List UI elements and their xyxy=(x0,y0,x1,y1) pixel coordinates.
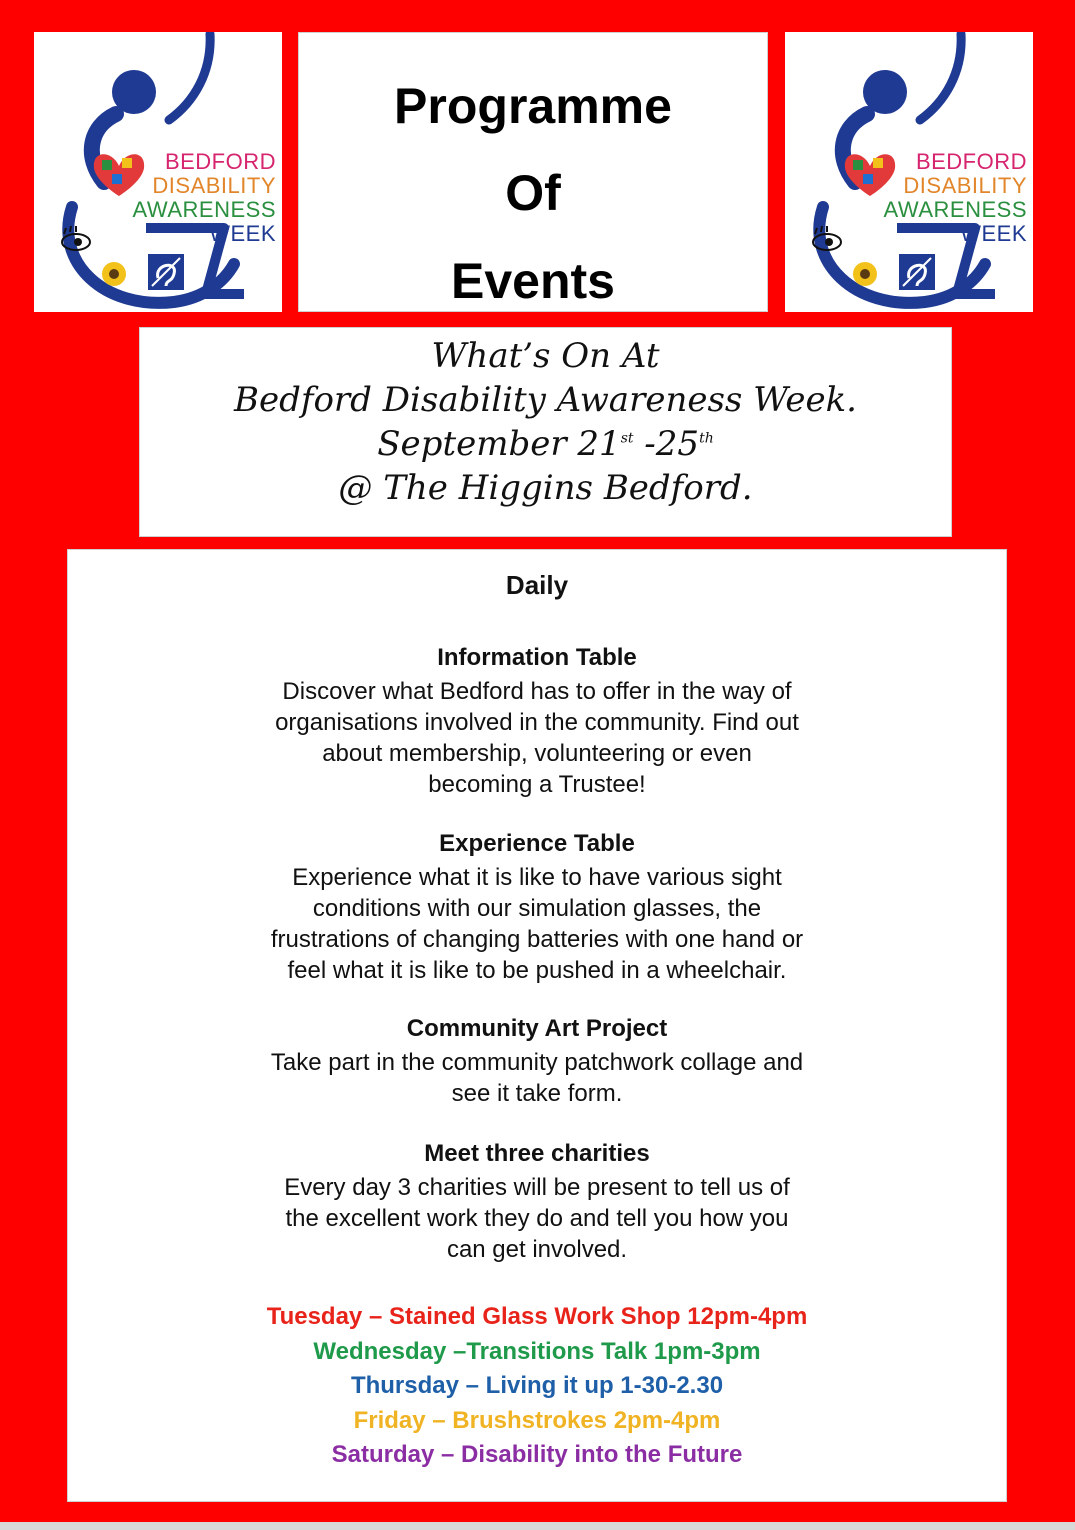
schedule-tuesday: Tuesday – Stained Glass Work Shop 12pm-4pm xyxy=(266,1303,808,1330)
event-venue: @ The Higgins Bedford. xyxy=(338,468,753,508)
logo-line-disability: DISABILITY xyxy=(152,173,276,198)
logo-line-bedford: BEDFORD xyxy=(164,149,276,174)
event-name: Bedford Disability Awareness Week. xyxy=(234,380,857,420)
bottom-bar xyxy=(0,1522,1075,1530)
logo-text xyxy=(884,150,1027,246)
logo-line-awareness: AWARENESS xyxy=(132,197,276,222)
section-body: Every day 3 charities will be present to tell us of the excellent work they do and tell you how you can get involved. xyxy=(284,1174,790,1263)
section-body: Experience what it is like to have various sight conditions with our simulation glasses, the frustrations of changing batteries with one hand or feel what it is like to be pushed in a wheelchair. xyxy=(270,864,804,984)
logo-right xyxy=(785,32,1033,312)
whats-on-box xyxy=(139,327,952,537)
daily-programme-box xyxy=(67,549,1007,1502)
weekly-schedule xyxy=(68,1300,1006,1473)
sunflower-icon xyxy=(853,262,877,286)
hearing-loop-icon xyxy=(148,254,184,290)
logo-line-week: WEEK xyxy=(209,221,276,246)
schedule-wednesday: Wednesday –Transitions Talk 1pm-3pm xyxy=(313,1337,761,1365)
section-body: Discover what Bedford has to offer in the way of organisations involved in the community. Find out about membership, volunteering or even becoming a Trustee! xyxy=(275,678,799,798)
section-title: Experience Table xyxy=(439,830,635,857)
event-dates: September 21st -25th xyxy=(377,424,714,464)
section-title: Information Table xyxy=(437,644,637,671)
section-body: Take part in the community patchwork collage and see it take form. xyxy=(270,1049,804,1107)
logo-line-week: WEEK xyxy=(960,221,1027,246)
schedule-saturday: Saturday – Disability into the Future xyxy=(331,1441,743,1468)
schedule-friday: Friday – Brushstrokes 2pm-4pm xyxy=(353,1406,721,1434)
title-programme: Programme xyxy=(394,78,672,134)
title-box xyxy=(298,32,768,312)
section-title: Meet three charities xyxy=(424,1140,650,1167)
title-of: Of xyxy=(505,165,561,221)
schedule-thursday: Thursday – Living it up 1-30-2.30 xyxy=(350,1372,724,1399)
whats-on-heading: What’s On At xyxy=(431,336,660,376)
logo-left xyxy=(34,32,282,312)
daily-heading: Daily xyxy=(505,570,569,600)
section-title: Community Art Project xyxy=(406,1015,668,1042)
hearing-loop-icon xyxy=(899,254,935,290)
logo-line-disability: DISABILITY xyxy=(903,173,1027,198)
logo-text xyxy=(133,150,276,246)
title-events: Events xyxy=(451,253,615,309)
logo-line-bedford: BEDFORD xyxy=(915,149,1027,174)
sunflower-icon xyxy=(102,262,126,286)
logo-line-awareness: AWARENESS xyxy=(883,197,1027,222)
